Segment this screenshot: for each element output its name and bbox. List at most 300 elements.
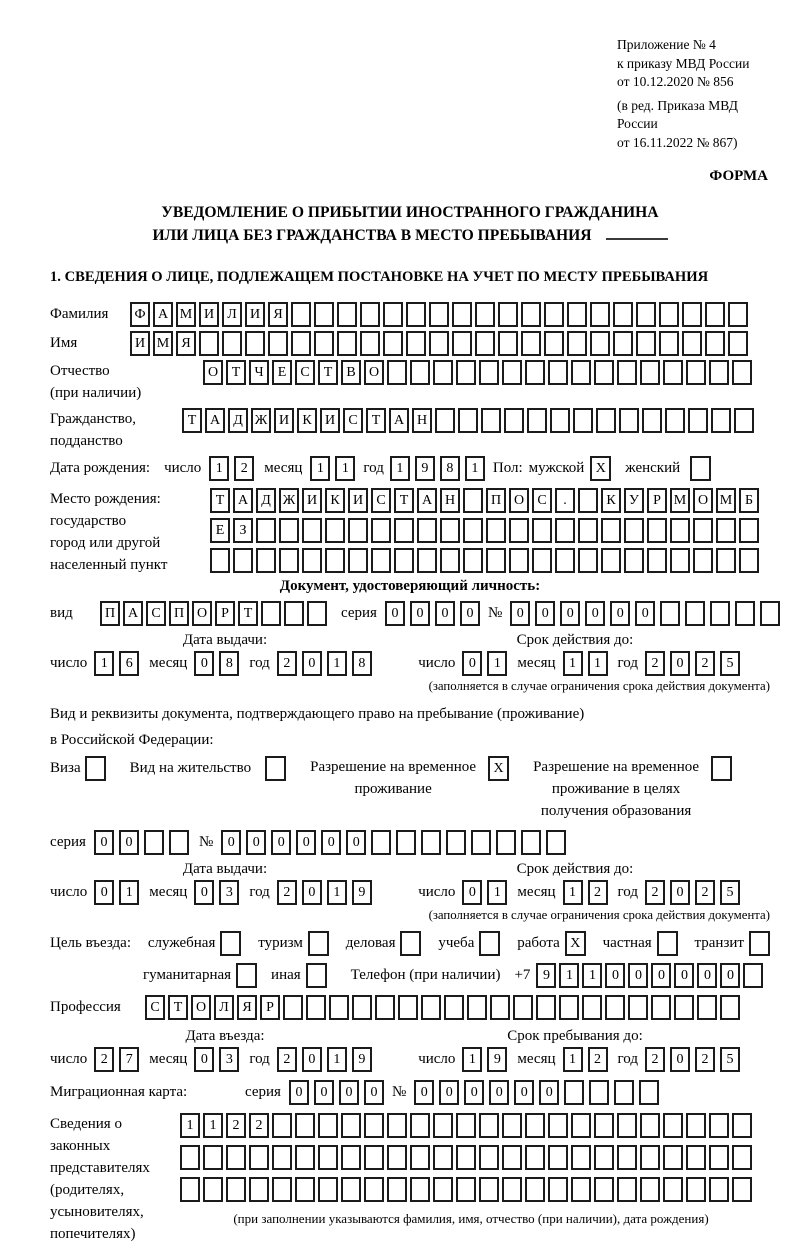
purpose-humanitarian-label: гуманитарная: [143, 967, 232, 983]
citizenship-label-line2: подданство: [50, 433, 123, 449]
form-cell: [341, 1177, 361, 1202]
appendix-edit-note: [617, 97, 770, 153]
form-cell: Т: [168, 995, 188, 1020]
surname-cells: [130, 302, 748, 327]
form-cell: [504, 408, 524, 433]
form-cell: [705, 302, 725, 327]
year-label: год: [617, 1051, 638, 1067]
form-cell: [400, 931, 421, 956]
form-cell: [617, 1177, 637, 1202]
form-cell: 1: [465, 456, 485, 481]
form-cell: [433, 1145, 453, 1170]
form-cell: [659, 302, 679, 327]
form-cell: 1: [582, 963, 602, 988]
form-cell: 0: [697, 963, 717, 988]
rvp-edu-label: [533, 756, 699, 822]
form-cell: 0: [94, 830, 114, 855]
form-cell: 8: [440, 456, 460, 481]
form-cell: [582, 995, 602, 1020]
form-cell: Д: [256, 488, 276, 513]
form-cell: [693, 518, 713, 543]
form-cell: 0: [674, 963, 694, 988]
form-cell: [364, 1177, 384, 1202]
form-cell: [697, 995, 717, 1020]
permit-issue-year-cells: [277, 880, 372, 905]
form-cell: X: [565, 931, 586, 956]
form-cell: [435, 408, 455, 433]
day-label: число: [50, 884, 88, 900]
form-cell: [555, 548, 575, 573]
form-cell: [314, 302, 334, 327]
form-cell: 1: [335, 456, 355, 481]
form-cell: [410, 1177, 430, 1202]
form-cell: [371, 548, 391, 573]
form-cell: 0: [628, 963, 648, 988]
rvp-checkbox: [488, 756, 509, 781]
form-cell: [617, 1113, 637, 1138]
form-cell: [642, 408, 662, 433]
form-cell: 5: [720, 880, 740, 905]
appendix-block: [617, 36, 770, 152]
form-cell: 5: [720, 651, 740, 676]
form-cell: И: [274, 408, 294, 433]
form-cell: 0: [302, 651, 322, 676]
citizenship-cells: [182, 408, 754, 433]
form-cell: 2: [249, 1113, 269, 1138]
form-cell: К: [601, 488, 621, 513]
form-cell: [210, 548, 230, 573]
phone-label: Телефон (при наличии): [350, 967, 501, 983]
form-cell: 0: [410, 601, 430, 626]
form-cell: [203, 1177, 223, 1202]
form-cell: [433, 1177, 453, 1202]
form-cell: [567, 331, 587, 356]
appendix-line: от 10.12.2020 № 856: [617, 74, 734, 89]
form-cell: [433, 1113, 453, 1138]
year-label: год: [249, 884, 270, 900]
year-label: год: [617, 884, 638, 900]
permit-valid-day-cells: [462, 880, 507, 905]
form-cell: Е: [210, 518, 230, 543]
form-cell: [728, 331, 748, 356]
migration-card-label: Миграционная карта:: [50, 1084, 188, 1100]
permit-issue-month-cells: [194, 880, 239, 905]
form-cell: 2: [645, 1047, 665, 1072]
form-cell: [709, 360, 729, 385]
form-cell: [364, 1113, 384, 1138]
form-cell: 0: [119, 830, 139, 855]
phone-cells: [536, 963, 763, 988]
entry-day-cells: [94, 1047, 139, 1072]
form-cell: 2: [645, 880, 665, 905]
form-cell: С: [371, 488, 391, 513]
form-cell: [475, 331, 495, 356]
form-cell: [647, 518, 667, 543]
form-cell: [291, 331, 311, 356]
given-name-cells: [130, 331, 748, 356]
purpose-tourism: [258, 931, 329, 956]
representatives-label-line5: усыновителях,: [50, 1204, 144, 1220]
representatives-note: (при заполнении указываются фамилия, имя, отчество (при наличии), дата рождения): [233, 1211, 709, 1226]
form-cell: И: [302, 488, 322, 513]
entry-month-cells: [194, 1047, 239, 1072]
form-cell: [555, 518, 575, 543]
form-cell: Р: [260, 995, 280, 1020]
form-cell: [509, 518, 529, 543]
birthplace-cells-row3: [210, 548, 759, 573]
form-cell: [527, 408, 547, 433]
form-cell: [398, 995, 418, 1020]
form-cell: 0: [651, 963, 671, 988]
form-cell: [660, 601, 680, 626]
form-cell: [647, 548, 667, 573]
rvp-edu-label-line1: Разрешение на временное: [533, 759, 700, 775]
purpose-other: [271, 963, 327, 988]
form-cell: 2: [94, 1047, 114, 1072]
form-cell: [521, 331, 541, 356]
form-cell: 9: [352, 880, 372, 905]
form-cell: [272, 1113, 292, 1138]
form-cell: [734, 408, 754, 433]
form-cell: [686, 360, 706, 385]
form-cell: [601, 518, 621, 543]
form-cell: 2: [226, 1113, 246, 1138]
stay-year-cells: [645, 1047, 740, 1072]
form-cell: [686, 1177, 706, 1202]
form-cell: Ч: [249, 360, 269, 385]
form-cell: 0: [535, 601, 555, 626]
rvp-label-line2: проживание: [354, 781, 432, 797]
form-cell: [682, 302, 702, 327]
year-label: год: [249, 1051, 270, 1067]
form-cell: [479, 1113, 499, 1138]
form-cell: 0: [462, 651, 482, 676]
form-cell: 0: [435, 601, 455, 626]
form-cell: [295, 1177, 315, 1202]
birth-day-cells: [209, 456, 254, 481]
form-cell: [502, 1177, 522, 1202]
field-id-doc: [50, 601, 770, 626]
id-issue-month-cells: [194, 651, 239, 676]
stay-until-date: [418, 1047, 750, 1072]
form-cell: [613, 302, 633, 327]
field-surname: [50, 302, 770, 327]
form-cell: [279, 518, 299, 543]
form-cell: [302, 518, 322, 543]
form-title: [50, 201, 770, 247]
birthplace-label-line4: населенный пункт: [50, 557, 168, 573]
form-cell: [318, 1113, 338, 1138]
blank-underline: [606, 238, 668, 240]
form-cell: [364, 1145, 384, 1170]
form-cell: [571, 1177, 591, 1202]
form-cell: 0: [460, 601, 480, 626]
form-cell: П: [486, 488, 506, 513]
purpose-transit-label: транзит: [694, 935, 744, 951]
form-cell: 0: [670, 651, 690, 676]
form-cell: Л: [214, 995, 234, 1020]
form-cell: 2: [277, 651, 297, 676]
form-cell: [433, 360, 453, 385]
form-cell: Т: [366, 408, 386, 433]
issue-date-header: Дата выдачи:: [182, 632, 268, 648]
form-cell: В: [341, 360, 361, 385]
year-label: год: [249, 655, 270, 671]
form-cell: [525, 360, 545, 385]
stay-until-header: Срок пребывания до:: [507, 1028, 643, 1044]
id-valid-day-cells: [462, 651, 507, 676]
form-cell: [387, 1113, 407, 1138]
form-cell: [268, 331, 288, 356]
form-cell: [456, 1145, 476, 1170]
form-cell: [640, 1177, 660, 1202]
form-cell: М: [670, 488, 690, 513]
form-cell: М: [153, 331, 173, 356]
form-cell: 2: [277, 1047, 297, 1072]
form-cell: [619, 408, 639, 433]
representatives-cells-row2: [180, 1145, 752, 1170]
given-name-label: Имя: [50, 335, 78, 351]
form-cell: [306, 995, 326, 1020]
form-cell: [226, 1177, 246, 1202]
purpose-private: [603, 931, 678, 956]
form-cell: Т: [318, 360, 338, 385]
form-cell: [421, 830, 441, 855]
form-cell: 0: [314, 1080, 334, 1105]
birth-date-label: Дата рождения:: [50, 460, 151, 476]
representatives-label: [50, 1113, 180, 1245]
form-cell: 1: [94, 651, 114, 676]
form-cell: [222, 331, 242, 356]
number-sign: №: [391, 1084, 407, 1100]
representatives-label-line1: Сведения о: [50, 1116, 122, 1132]
purpose-transit-checkbox: [749, 931, 770, 956]
form-cell: Д: [228, 408, 248, 433]
form-cell: [571, 360, 591, 385]
form-cell: [291, 302, 311, 327]
form-cell: [456, 1113, 476, 1138]
year-label: год: [363, 460, 384, 476]
residence-doc-line2: в Российской Федерации:: [50, 732, 214, 748]
visa-label: Виза: [50, 760, 81, 776]
month-label: месяц: [517, 884, 556, 900]
form-cell: Т: [394, 488, 414, 513]
purpose-tourism-checkbox: [308, 931, 329, 956]
month-label: месяц: [149, 655, 188, 671]
form-cell: [589, 1080, 609, 1105]
form-cell: А: [389, 408, 409, 433]
section1-title: 1. СВЕДЕНИЯ О ЛИЦЕ, ПОДЛЕЖАЩЕМ ПОСТАНОВКЕ НА УЧЕТ ПО МЕСТУ ПРЕБЫВАНИЯ: [50, 269, 709, 285]
purpose-private-label: частная: [602, 935, 652, 951]
form-cell: 0: [514, 1080, 534, 1105]
form-cell: [249, 1177, 269, 1202]
purpose-study-label: учеба: [438, 935, 475, 951]
form-cell: 0: [462, 880, 482, 905]
form-cell: 3: [219, 1047, 239, 1072]
form-cell: 9: [415, 456, 435, 481]
form-cell: 0: [414, 1080, 434, 1105]
stay-month-cells: [563, 1047, 608, 1072]
form-cell: [325, 548, 345, 573]
day-label: число: [50, 655, 88, 671]
form-cell: [348, 518, 368, 543]
form-cell: И: [199, 302, 219, 327]
form-cell: [686, 1113, 706, 1138]
form-cell: [371, 830, 391, 855]
form-cell: Ж: [279, 488, 299, 513]
form-cell: [594, 1145, 614, 1170]
field-entry-purpose: [50, 931, 770, 956]
id-doc-kind-label: вид: [50, 605, 73, 621]
form-cell: [590, 331, 610, 356]
form-cell: [693, 548, 713, 573]
month-label: месяц: [149, 1051, 188, 1067]
form-cell: [578, 488, 598, 513]
form-cell: А: [153, 302, 173, 327]
form-cell: [690, 456, 711, 481]
form-cell: [613, 331, 633, 356]
form-cell: [318, 1145, 338, 1170]
visa-checkbox: [85, 756, 106, 781]
form-cell: [735, 601, 755, 626]
form-cell: 1: [462, 1047, 482, 1072]
patronymic-label: [50, 360, 203, 404]
purpose-other-label: иная: [271, 967, 301, 983]
form-title-line1: УВЕДОМЛЕНИЕ О ПРИБЫТИИ ИНОСТРАННОГО ГРАЖДАНИНА: [161, 204, 659, 221]
form-cell: [272, 1145, 292, 1170]
form-cell: [421, 995, 441, 1020]
form-cell: [440, 548, 460, 573]
day-label: число: [418, 884, 456, 900]
form-cell: Л: [222, 302, 242, 327]
form-cell: [548, 1113, 568, 1138]
form-cell: [544, 331, 564, 356]
form-cell: [302, 548, 322, 573]
form-cell: [732, 1113, 752, 1138]
permit-issue-day-cells: [94, 880, 139, 905]
birthplace-label-line2: государство: [50, 513, 127, 529]
form-cell: [272, 1177, 292, 1202]
form-cell: [318, 1177, 338, 1202]
form-cell: 0: [385, 601, 405, 626]
form-cell: С: [145, 995, 165, 1020]
id-doc-date-headers: [50, 632, 750, 649]
form-cell: 2: [695, 1047, 715, 1072]
valid-until-header: Срок действия до:: [516, 861, 634, 877]
form-cell: 1: [559, 963, 579, 988]
purpose-study-checkbox: [479, 931, 500, 956]
form-cell: [571, 1113, 591, 1138]
form-cell: [341, 1113, 361, 1138]
series-label: серия: [245, 1084, 281, 1100]
form-cell: 0: [670, 880, 690, 905]
form-cell: 0: [346, 830, 366, 855]
birthplace-label-line3: город или другой: [50, 535, 161, 551]
permit-valid-month-cells: [563, 880, 608, 905]
form-cell: Н: [440, 488, 460, 513]
birthplace-label-line1: Место рождения:: [50, 491, 161, 507]
form-cell: [663, 1113, 683, 1138]
form-cell: [444, 995, 464, 1020]
form-cell: 0: [339, 1080, 359, 1105]
form-cell: [639, 1080, 659, 1105]
form-cell: 7: [119, 1047, 139, 1072]
form-cell: [502, 360, 522, 385]
form-cell: [709, 1113, 729, 1138]
form-cell: [594, 1177, 614, 1202]
residence-doc-line1: Вид и реквизиты документа, подтверждающего право на пребывание (проживание): [50, 706, 585, 722]
form-cell: [410, 1145, 430, 1170]
form-cell: 1: [180, 1113, 200, 1138]
field-entry-purpose-2-phone: [143, 963, 770, 988]
form-cell: [682, 331, 702, 356]
form-cell: 1: [209, 456, 229, 481]
id-doc-dates: [50, 651, 750, 676]
citizenship-label: [50, 408, 182, 452]
form-cell: [624, 518, 644, 543]
form-cell: [341, 1145, 361, 1170]
form-cell: [743, 963, 763, 988]
form-cell: Я: [237, 995, 257, 1020]
permit-number-cells: [221, 830, 566, 855]
id-doc-series-cells: [385, 601, 480, 626]
form-cell: [325, 518, 345, 543]
form-cell: [659, 331, 679, 356]
day-label: число: [164, 460, 202, 476]
form-cell: [383, 331, 403, 356]
representatives-right: [180, 1113, 752, 1227]
representatives-label-line6: попечителях): [50, 1226, 136, 1242]
form-cell: [295, 1145, 315, 1170]
representatives-label-line4: (родителях,: [50, 1182, 125, 1198]
form-cell: 1: [327, 651, 347, 676]
sex-female-label: женский: [625, 460, 681, 476]
form-cell: [716, 518, 736, 543]
form-cell: [169, 830, 189, 855]
field-citizenship: [50, 408, 770, 452]
form-cell: [601, 548, 621, 573]
form-cell: [180, 1177, 200, 1202]
number-sign: №: [487, 605, 503, 621]
form-cell: [594, 360, 614, 385]
permit-valid-date: [418, 880, 750, 905]
purpose-business-label: деловая: [345, 935, 396, 951]
form-cell: [283, 995, 303, 1020]
form-cell: [728, 302, 748, 327]
form-cell: [306, 963, 327, 988]
form-cell: 0: [296, 830, 316, 855]
form-cell: 2: [588, 1047, 608, 1072]
permit-series-cells: [94, 830, 189, 855]
form-cell: [265, 756, 286, 781]
form-cell: [375, 995, 395, 1020]
form-cell: М: [176, 302, 196, 327]
migcard-number-cells: [414, 1080, 659, 1105]
form-cell: [716, 548, 736, 573]
form-cell: [688, 408, 708, 433]
form-cell: [709, 1145, 729, 1170]
day-label: число: [50, 1051, 88, 1067]
form-cell: [348, 548, 368, 573]
form-cell: [429, 302, 449, 327]
purpose-work-label: работа: [517, 935, 560, 951]
form-cell: X: [488, 756, 509, 781]
representatives-cells-block: [180, 1113, 752, 1202]
form-cell: [739, 548, 759, 573]
field-migration-card: [50, 1080, 770, 1105]
representatives-label-line3: представителях: [50, 1160, 150, 1176]
form-cell: 0: [271, 830, 291, 855]
